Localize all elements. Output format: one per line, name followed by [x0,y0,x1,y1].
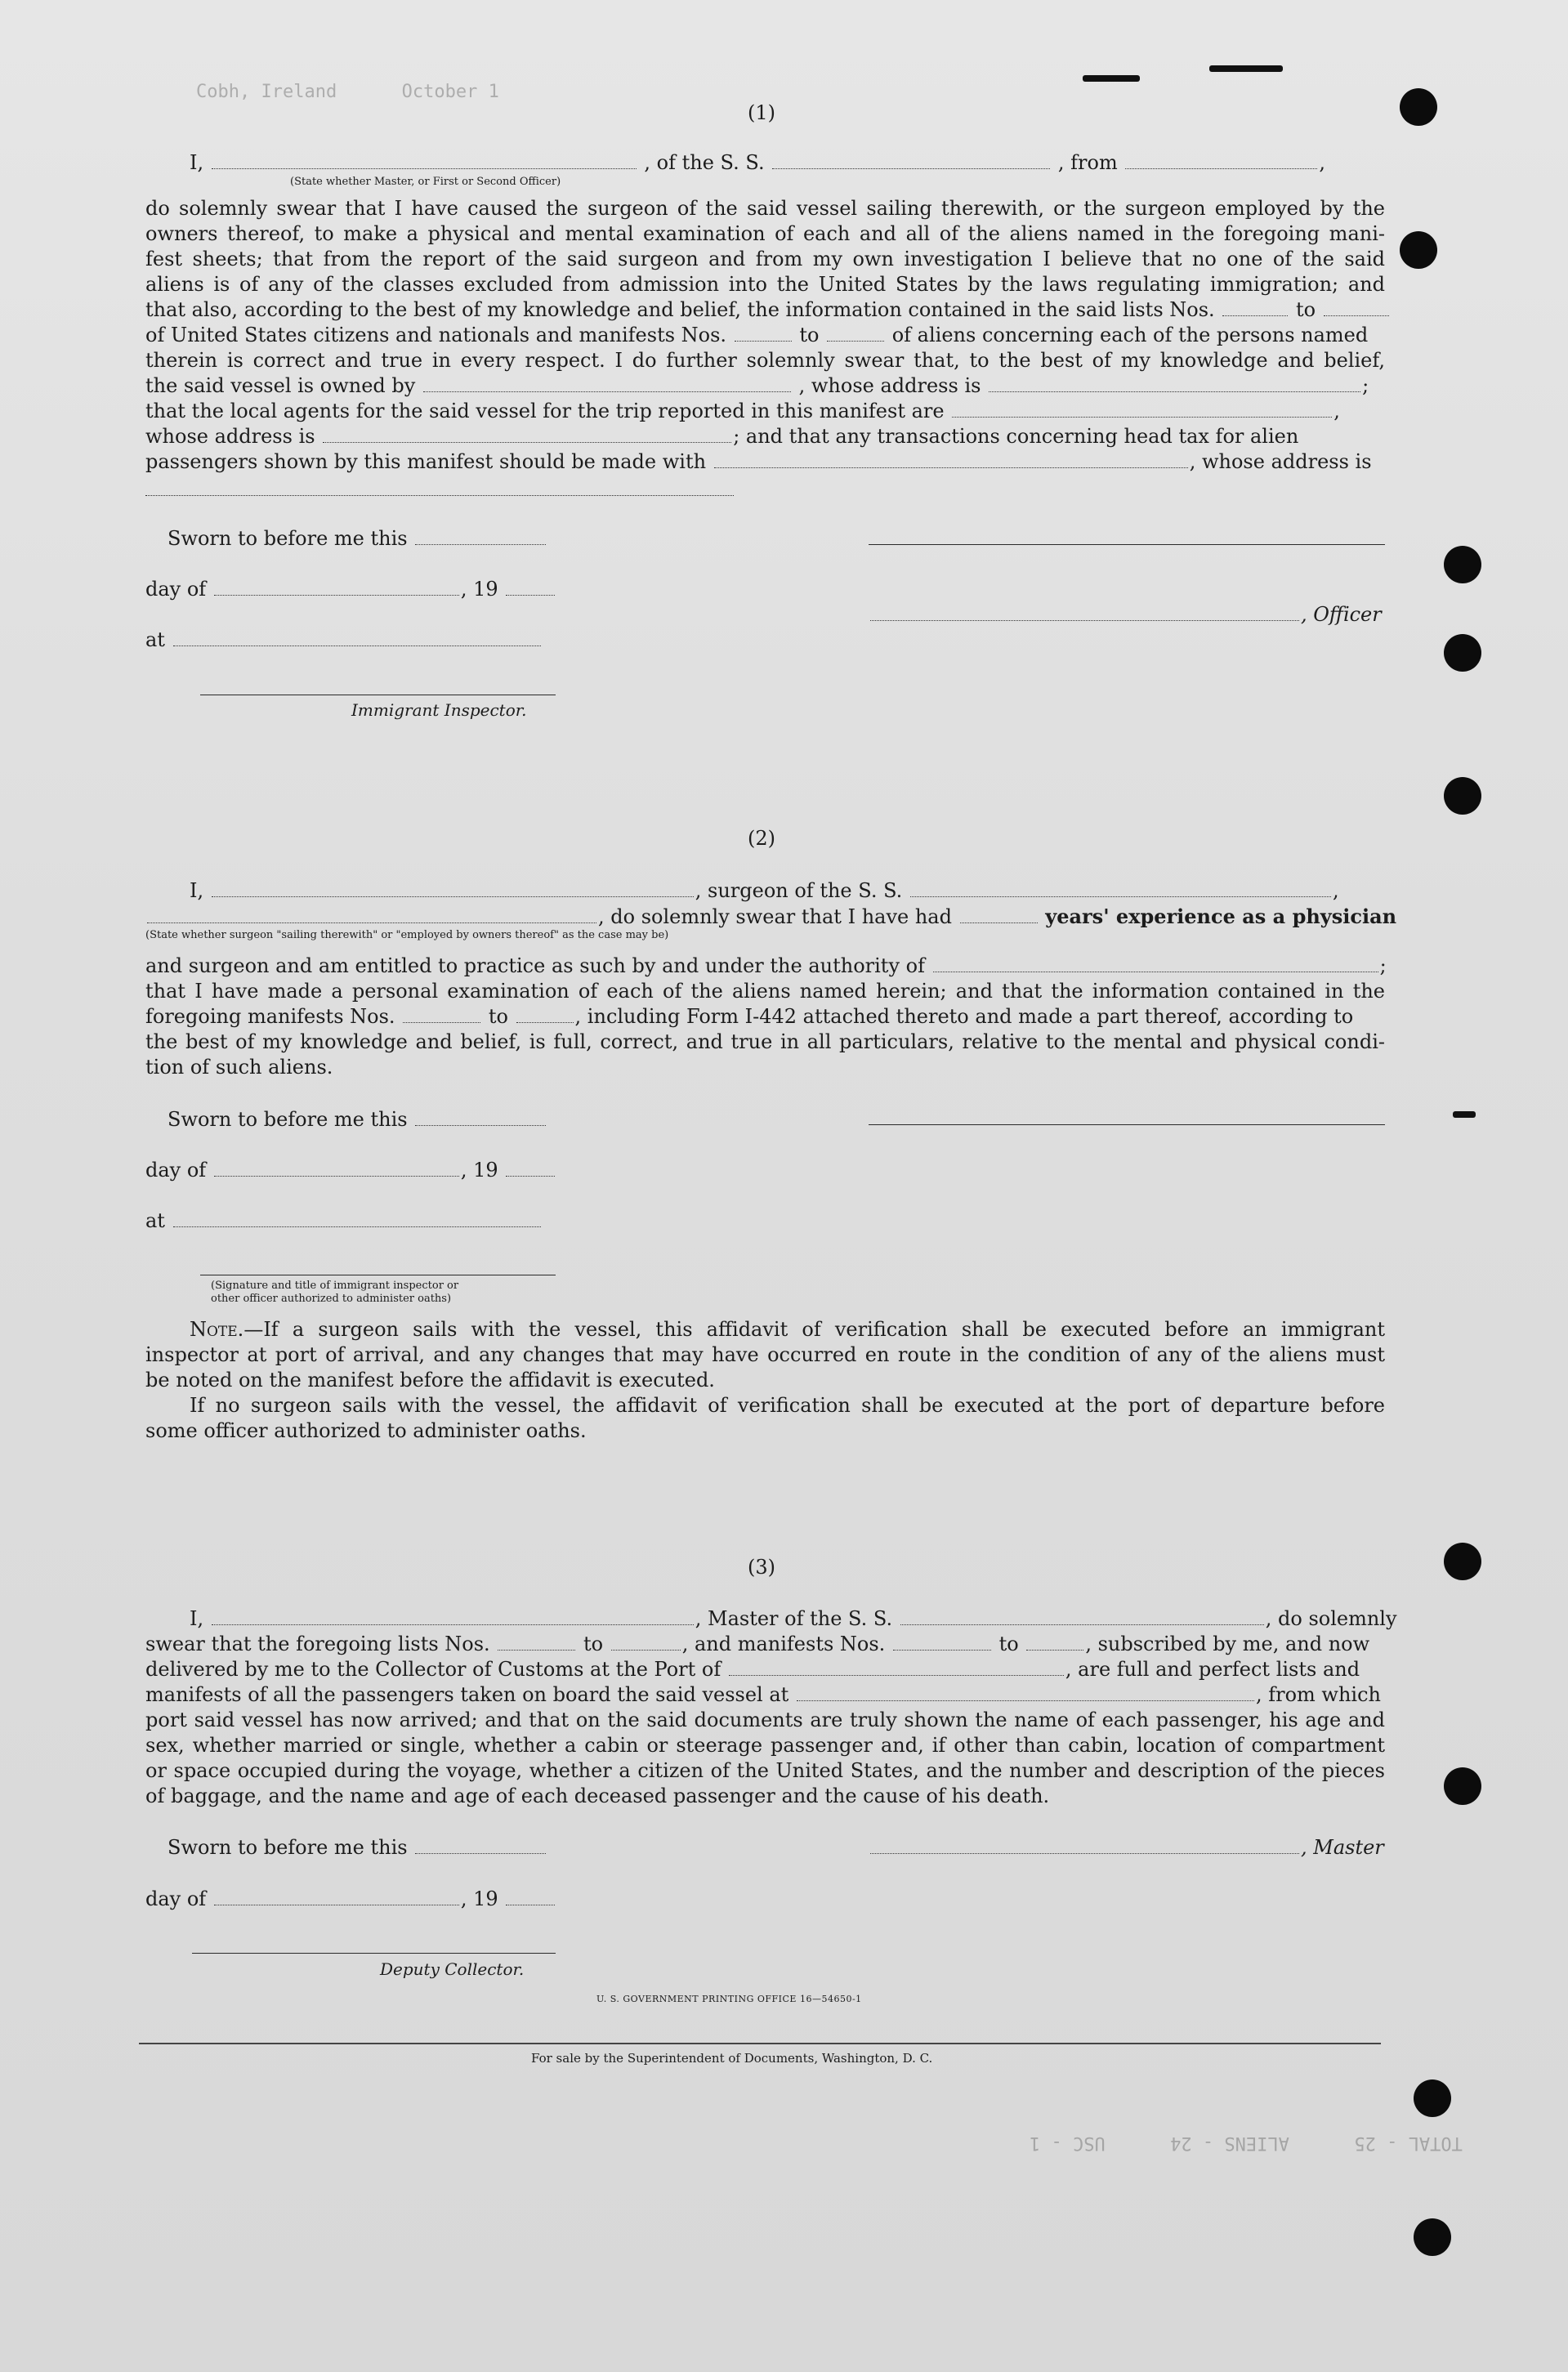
from-label: , from [1057,151,1118,174]
section-3-line-6: sex, whether married or single, whether a cabin or steerage passenger and, if other than cabin, location of compartment [145,1734,1385,1757]
sworn-3: Sworn to before me this [168,1835,547,1861]
day-month-field[interactable] [214,595,459,596]
vessel-name-field[interactable] [772,168,1050,169]
master-3-name-field[interactable] [212,1624,694,1625]
section-2-line-6: the best of my knowledge and belief, is full, correct, and true in all particulars, relative to the mental and physical condi- [145,1030,1385,1053]
binder-hole [1444,634,1481,672]
manifests-3-to-field[interactable] [1026,1650,1083,1651]
day-of-3: day of , 19 [145,1887,556,1912]
at-1: at [145,628,543,653]
note-line-2: inspector at port of arrival, and any changes that may have occurred en route in the condition of any of the aliens must [145,1343,1385,1366]
sworn-2-date-field[interactable] [415,1125,546,1126]
binder-hole [1400,231,1437,269]
section-1-line-7: of United States citizens and nationals and manifests Nos. to of aliens concerning each of the persons named [145,324,1369,346]
day-of-2: day of , 19 [145,1158,556,1183]
year-field[interactable] [506,595,555,596]
at-2: at [145,1208,543,1234]
deputy-collector-label: Deputy Collector. [380,1959,525,1979]
section-2-line-5: foregoing manifests Nos. to , including Form I-442 attached thereto and made a part thereof, according to [145,1005,1354,1028]
manifests-3-from-field[interactable] [893,1650,991,1651]
note-line-1: Note.—If a surgeon sails with the vessel, this affidavit of verification shall be executed before an immigrant [190,1318,1385,1341]
of-ss-label: , of the S. S. [644,151,765,174]
sworn-2: Sworn to before me this [168,1107,547,1132]
note-line-5: some officer authorized to administer oaths. [145,1419,587,1442]
surgeon-status-field[interactable] [147,922,596,923]
master-3-vessel-field[interactable] [900,1624,1264,1625]
surgeon-manifest-from-field[interactable] [403,1022,480,1023]
day-of-1: day of , 19 [145,577,556,602]
year-2-field[interactable] [506,1176,555,1177]
mark [1209,65,1283,72]
section-2-number: (2) [748,827,775,850]
master-name-field[interactable] [212,168,637,169]
sworn-date-field[interactable] [415,544,546,545]
officer-line: , Officer [869,602,1382,628]
section-1-number: (1) [748,101,775,124]
officer-title-field[interactable] [870,620,1299,621]
surgeon-manifest-to-field[interactable] [516,1022,574,1023]
owner-address-field[interactable] [989,391,1360,392]
owner-field[interactable] [423,391,791,392]
departure-port-field[interactable] [797,1700,1254,1701]
binder-hole [1444,1767,1481,1805]
section-3-line-7: or space occupied during the voyage, whether a citizen of the United States, and the number and description of the pieces [145,1759,1385,1782]
bleed-through: TOTAL - 25 ALIENS - 24 USC - 1 [1030,2133,1463,2153]
sworn-1: Sworn to before me this [168,526,547,552]
collector-signature-line[interactable] [192,1953,556,1954]
binder-hole [1444,546,1481,583]
binder-hole [1414,2079,1451,2117]
section-1-line-1: I, , of the S. S. , from , [190,151,1325,174]
section-3-line-3: delivered by me to the Collector of Customs at the Port of , are full and perfect lists and [145,1658,1360,1681]
manifests-from-field[interactable] [735,341,792,342]
footer: For sale by the Superintendent of Documents, Washington, D. C. [531,2051,933,2066]
section-2-line-1: I, , surgeon of the S. S. , [190,879,1339,902]
manifests-to-field[interactable] [827,341,884,342]
note-line-4: If no surgeon sails with the vessel, the affidavit of verification shall be executed at the port of departure before [190,1394,1385,1417]
master-note: (State whether Master, or First or Second Officer) [290,176,561,188]
master-sig-line: , Master [869,1835,1384,1861]
address-line[interactable] [145,495,734,496]
at-place-2-field[interactable] [173,1226,541,1227]
note-label: Note. [190,1318,244,1341]
sig-note-1: (Signature and title of immigrant inspector or [211,1280,459,1292]
agents-field[interactable] [952,417,1332,418]
binder-hole [1400,88,1437,126]
master-signature-field[interactable] [870,1853,1299,1854]
sworn-3-date-field[interactable] [415,1853,546,1854]
note-line-3: be noted on the manifest before the affidavit is executed. [145,1369,715,1391]
section-1-line-11: whose address is ; and that any transactions concerning head tax for alien [145,425,1299,448]
printing-office: U. S. GOVERNMENT PRINTING OFFICE 16—54650-1 [596,1994,862,2004]
lists-3-from-field[interactable] [498,1650,575,1651]
officer-signature-line[interactable] [869,544,1385,545]
years-field[interactable] [960,922,1038,923]
binder-hole [1444,777,1481,815]
lists-3-to-field[interactable] [611,1650,681,1651]
section-1-line-5: aliens is of any of the classes excluded from admission into the United States by the laws regulating immigration; and [145,273,1385,296]
section-3-line-5: port said vessel has now arrived; and that on the said documents are truly shown the name of each passenger, his age and [145,1709,1385,1731]
head-tax-party-field[interactable] [714,467,1188,468]
section-2-line-7: tion of such aliens. [145,1056,333,1079]
section-1-line-8: therein is correct and true in every respect. I do further solemnly swear that, to the best of my knowledge and belief, [145,349,1385,372]
i-label: I, [190,151,204,174]
section-2-line-2: , do solemnly swear that I have had years' experience as a physician [145,904,1396,930]
port-field[interactable] [729,1675,1064,1676]
section-3-line-8: of baggage, and the name and age of each deceased passenger and the cause of his death. [145,1785,1050,1807]
section-3-line-2: swear that the foregoing lists Nos. to , and manifests Nos. to , subscribed by me, and now [145,1633,1370,1655]
section-1-line-9: the said vessel is owned by , whose address is ; [145,374,1369,397]
from-port-field[interactable] [1125,168,1317,169]
surgeon-note: (State whether surgeon "sailing therewith" or "employed by owners thereof" as the case may be) [145,929,669,941]
sig-note-2: other officer authorized to administer oaths) [211,1293,452,1305]
surgeon-name-field[interactable] [212,896,694,897]
surgeon-signature-line[interactable] [869,1124,1385,1125]
section-1-line-3: owners thereof, to make a physical and mental examination of each and all of the aliens named in the foregoing mani- [145,222,1385,245]
section-1-line-4: fest sheets; that from the report of the said surgeon and from my own investigation I believe that no one of the said [145,248,1385,270]
day-month-2-field[interactable] [214,1176,459,1177]
agents-address-field[interactable] [323,442,731,443]
section-3-number: (3) [748,1556,775,1579]
section-1-line-12: passengers shown by this manifest should be made with , whose address is [145,450,1372,473]
mark [1083,75,1140,82]
lists-to-field[interactable] [1324,315,1389,316]
at-place-field[interactable] [173,645,541,646]
binder-hole [1414,2218,1451,2256]
section-1-line-10: that the local agents for the said vessel for the trip reported in this manifest are , [145,400,1340,422]
section-1-line-2: do solemnly swear that I have caused the surgeon of the said vessel sailing therewith, or the surgeon employed by the [145,197,1385,220]
immigrant-inspector-label: Immigrant Inspector. [351,700,527,720]
footer-rule [139,2043,1381,2044]
binder-hole [1444,1543,1481,1580]
bleed-through: Cobh, Ireland October 1 [196,82,499,102]
section-3-line-4: manifests of all the passengers taken on board the said vessel at , from which [145,1683,1381,1706]
lists-from-field[interactable] [1222,315,1288,316]
surgeon-vessel-field[interactable] [910,896,1331,897]
section-3-line-1: I, , Master of the S. S. , do solemnly [190,1607,1397,1630]
section-2-line-4: that I have made a personal examination of each of the aliens named herein; and that the information contained in the [145,980,1385,1003]
section-1-line-6: that also, according to the best of my knowledge and belief, the information contained in the said lists Nos. to [145,297,1391,323]
section-2-line-3: and surgeon and am entitled to practice as such by and under the authority of ; [145,954,1387,977]
mark [1453,1111,1476,1118]
